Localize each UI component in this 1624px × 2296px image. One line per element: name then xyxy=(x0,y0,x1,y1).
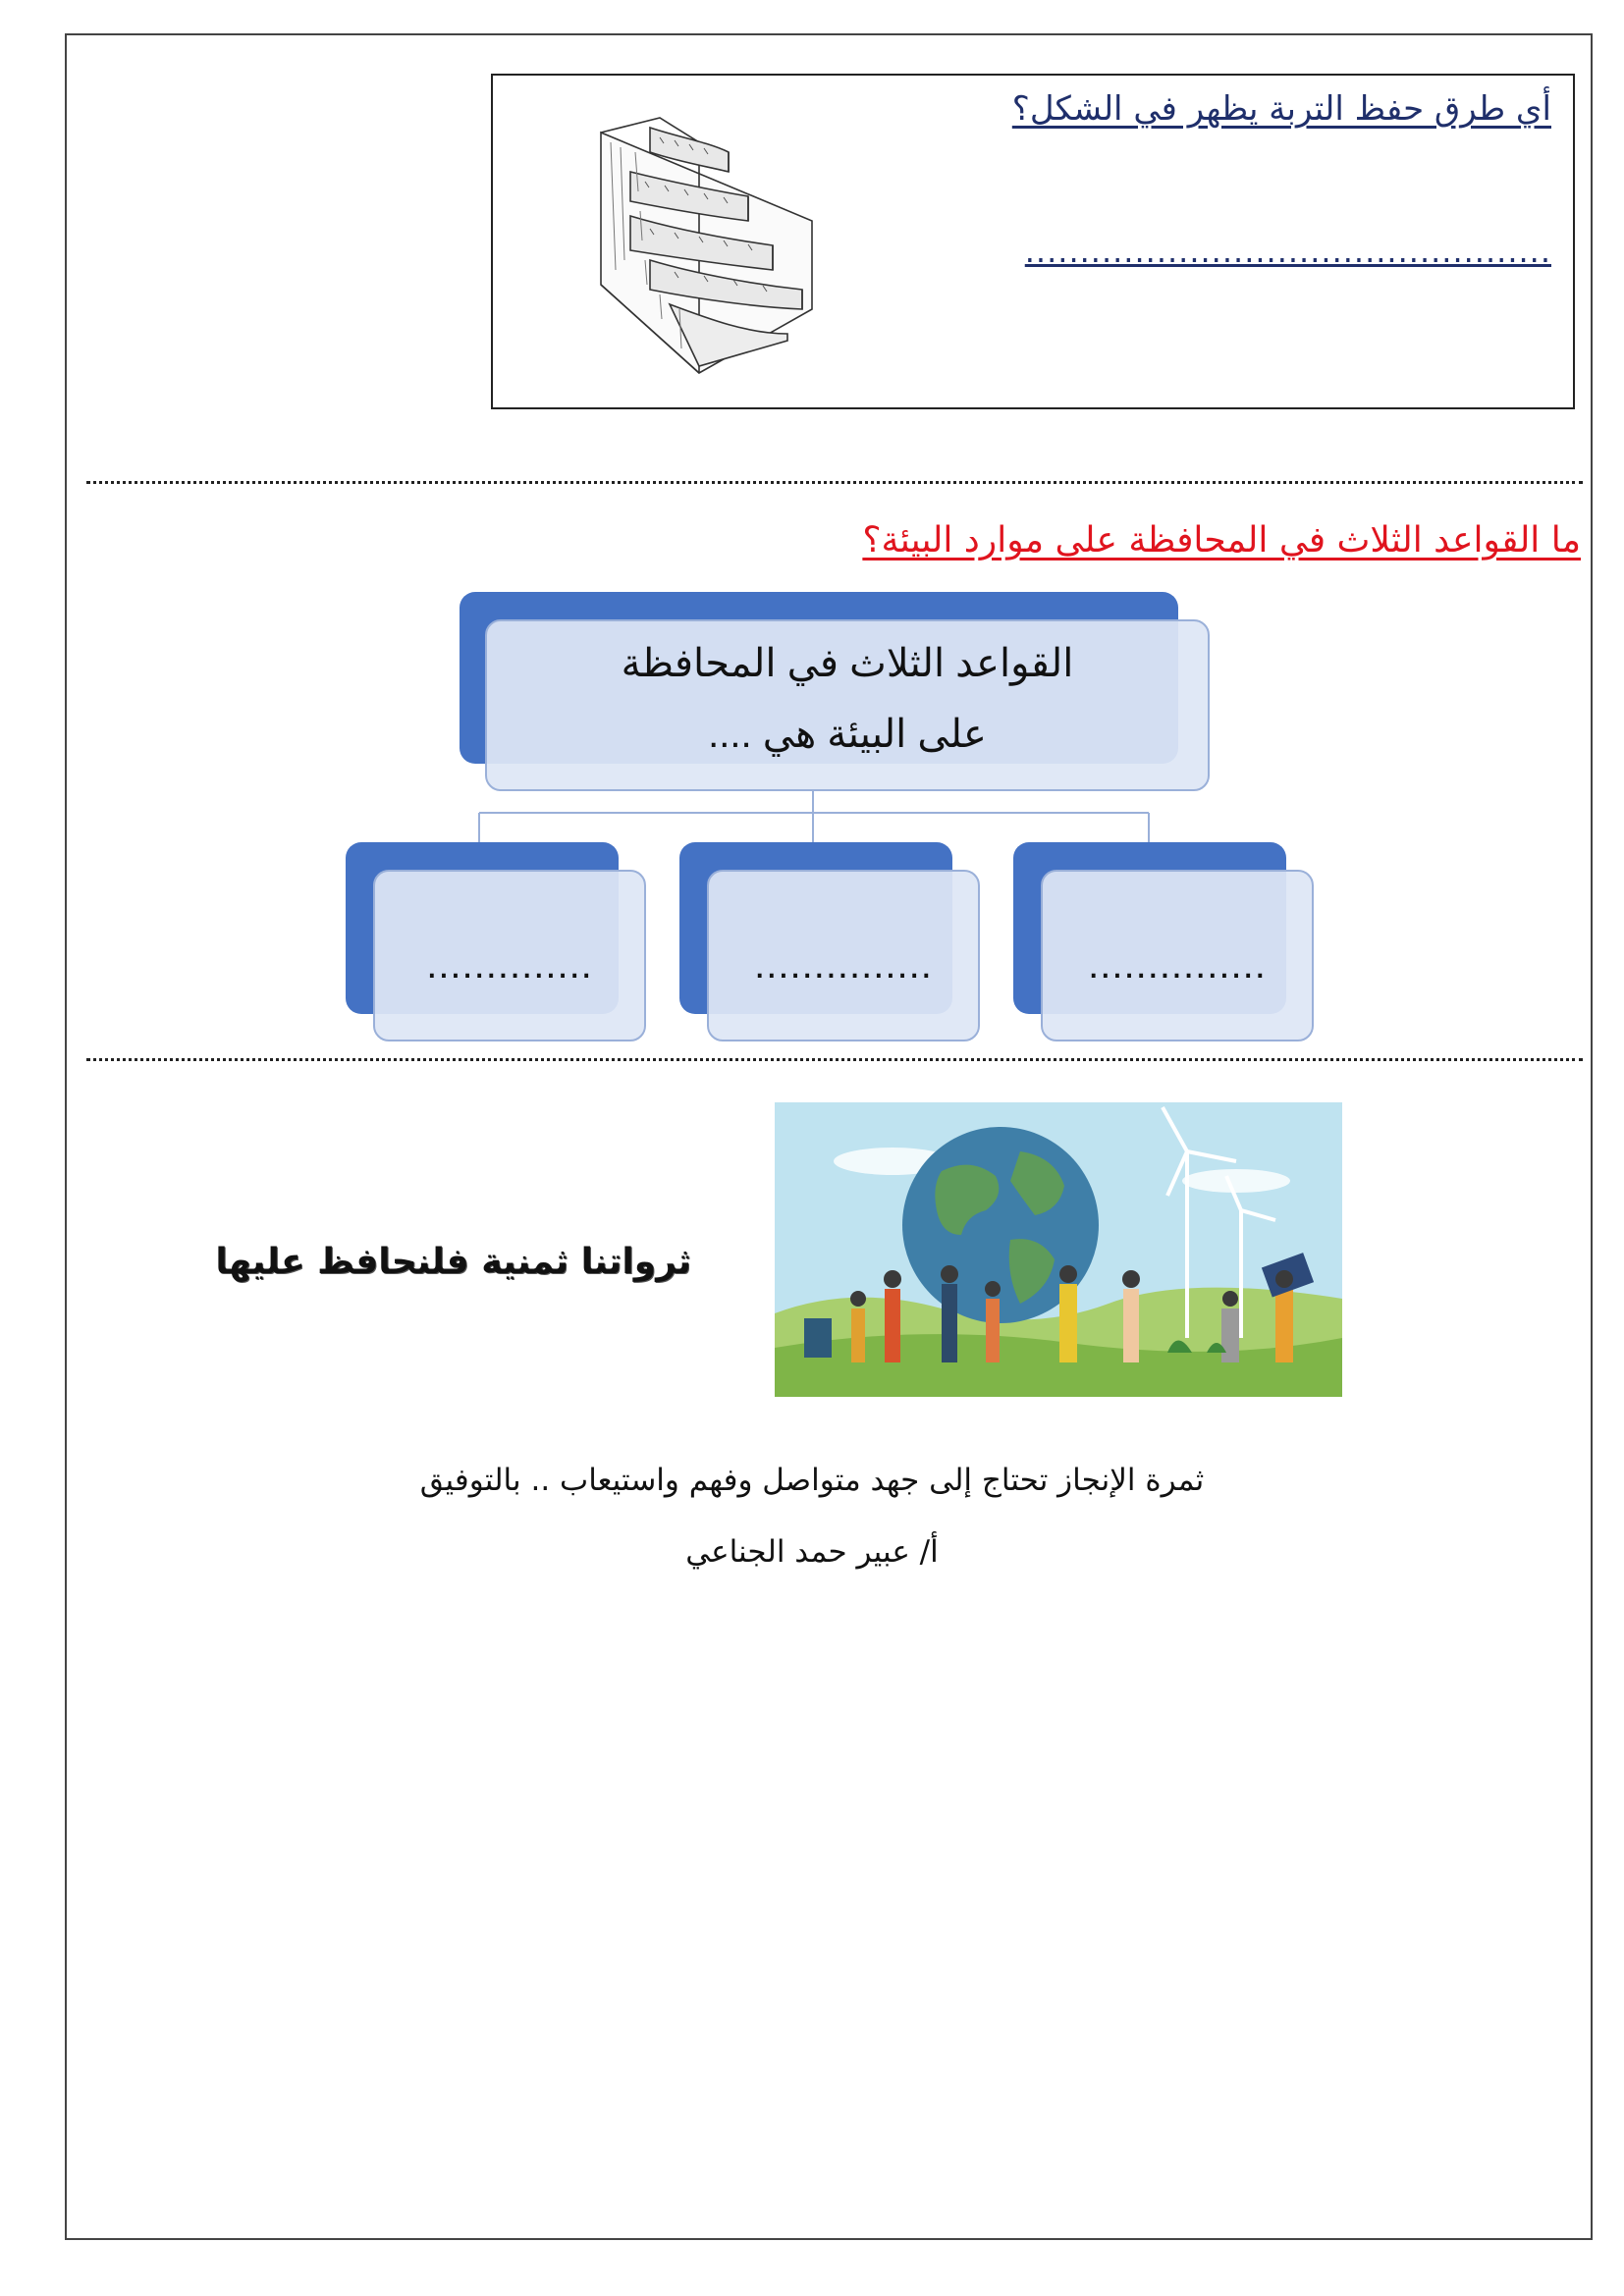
section-divider-2 xyxy=(86,1058,1583,1061)
question-1-answer-line[interactable]: ................................................ xyxy=(1024,233,1551,270)
section-divider-1 xyxy=(86,481,1583,484)
terrace-farming-illustration xyxy=(591,113,817,378)
child-box-right-blank: ............... xyxy=(1088,943,1267,987)
question-1-text: أي طرق حفظ التربة يظهر في الشكل؟ xyxy=(1011,89,1551,129)
child-box-right[interactable] xyxy=(1041,870,1314,1041)
environment-illustration xyxy=(775,1102,1342,1397)
child-box-left[interactable] xyxy=(373,870,646,1041)
question-2-text: ما القواعد الثلاث في المحافظة على موارد البيئة؟ xyxy=(862,520,1581,561)
child-box-left-blank: .............. xyxy=(426,943,593,987)
author-name: أ/ عبير حمد الجناعي xyxy=(685,1534,939,1570)
slogan-text: ثرواتنا ثمنية فلنحافظ عليها xyxy=(215,1242,691,1282)
child-box-middle-blank: ............... xyxy=(754,943,933,987)
main-box-line-2: على البيئة هي .... xyxy=(708,713,987,756)
child-box-middle[interactable] xyxy=(707,870,980,1041)
question-1-box xyxy=(491,74,1575,409)
main-box-line-1: القواعد الثلاث في المحافظة xyxy=(621,642,1074,685)
closing-message: ثمرة الإنجاز تحتاج إلى جهد متواصل وفهم واستيعاب .. بالتوفيق xyxy=(419,1463,1205,1498)
main-concept-box xyxy=(485,619,1210,791)
